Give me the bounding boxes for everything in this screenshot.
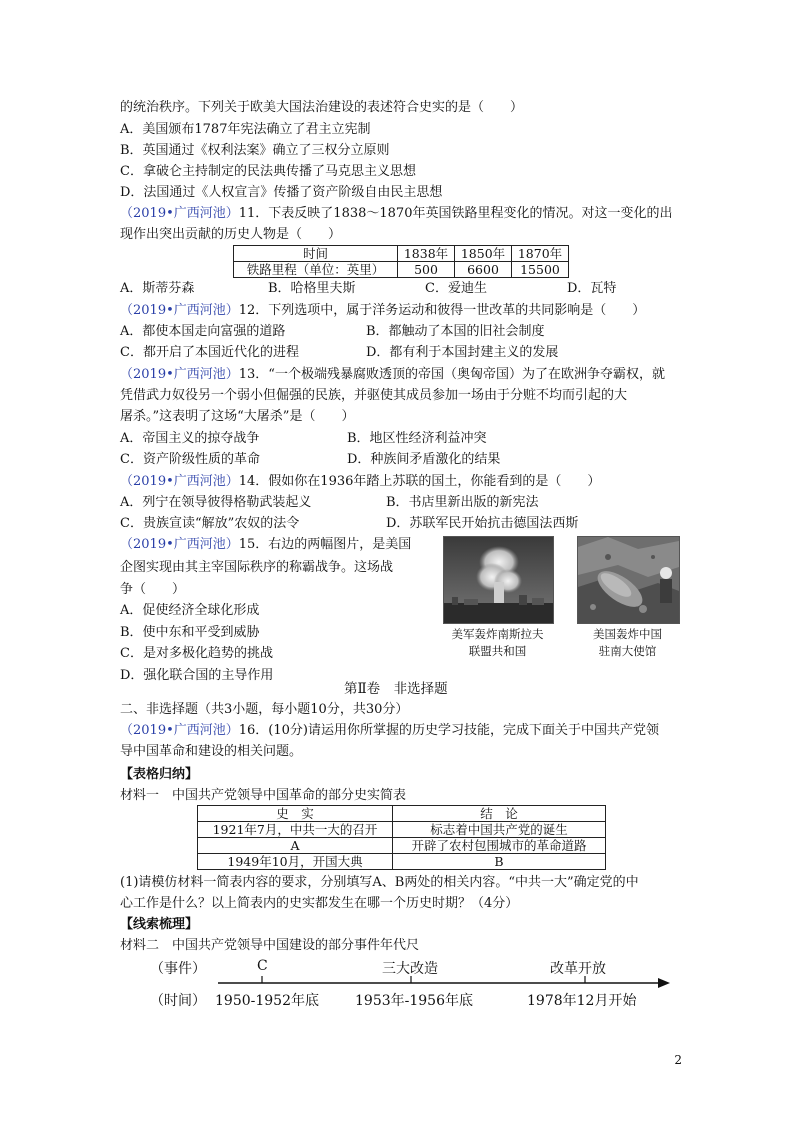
q11-option-d: D．瓦特 (567, 281, 617, 296)
sub-question-1-line2: 心工作是什么？以上简表内的史实都发生在哪一个历史时期？（4分） (120, 896, 519, 911)
q11-source: （2019•广西河池） (120, 206, 239, 221)
sub-question-1-line1: (1)请模仿材料一简表内容的要求，分别填写A、B两处的相关内容。“中共一大”确定党的中 (120, 875, 639, 890)
q14-option-d: D．苏联军民开始抗击德国法西斯 (386, 516, 579, 531)
q13-stem-line3: 屠杀。”这表明了这场“大屠杀”是（ ） (120, 409, 355, 424)
q13-stem-line1: （2019•广西河池）13．“一个极端残暴腐败透顶的帝国（奥匈帝国）为了在欧洲争夺霸权，就 (120, 367, 665, 382)
timeline-time-label: （时间） (150, 993, 206, 1009)
q12-stem: （2019•广西河池）12．下列选项中，属于洋务运动和彼得一世改革的共同影响是（ ） (120, 303, 646, 318)
timeline-time-2: 1953年-1956年底 (355, 993, 473, 1009)
part2-title: 第Ⅱ卷 非选择题 (344, 681, 448, 697)
material-two-caption: 材料二 中国共产党领导中国建设的部分事件年代尺 (120, 938, 420, 953)
q15-stem-line1: （2019•广西河池）15．右边的两幅图片，是美国 (120, 537, 412, 552)
q10-option-b: B．英国通过《权利法案》确立了三权分立原则 (120, 143, 390, 158)
q11-option-b: B．哈格里夫斯 (268, 281, 356, 296)
q13-option-c: C．资产阶级性质的革命 (120, 452, 260, 467)
q14-option-b: B．书店里新出版的新宪法 (386, 495, 539, 510)
photo1-caption: 美军轰炸南斯拉夫 联盟共和国 (451, 627, 544, 658)
q13-option-a: A．帝国主义的掠夺战争 (120, 431, 260, 446)
table-row: 1949年10月，开国大典 B (198, 854, 606, 870)
q12-option-d: D．都有利于本国封建主义的发展 (366, 345, 559, 360)
q15-stem-line2: 企图实现由其主宰国际秩序的称霸战争。这场战 (120, 560, 394, 575)
timeline-time-1: 1950-1952年底 (215, 993, 319, 1009)
q10-stem-tail: 的统治秩序。下列关于欧美大国法治建设的表述符合史实的是（ ） (120, 100, 524, 115)
q16-stem-line1: （2019•广西河池）16．(10分)请运用你所掌握的历史学习技能，完成下面关于中国共产党领 (120, 723, 659, 738)
timeline-event-label: （事件） (150, 961, 206, 977)
q13-option-b: B．地区性经济利益冲突 (347, 431, 487, 446)
section-heading: 二、非选择题（共3小题，每小题10分，共30分） (120, 702, 409, 717)
timeline-event-c: C (257, 958, 268, 974)
q13-option-d: D．种族间矛盾激化的结果 (347, 452, 501, 467)
q15-option-c: C．是对多极化趋势的挑战 (120, 646, 273, 661)
q11-stem-line1: （2019•广西河池）11．下表反映了1838～1870年英国铁路里程变化的情况。对这一变化的出 (120, 206, 673, 221)
photo2-caption: 美国轰炸中国 驻南大使馆 (593, 627, 662, 658)
bombing-yugoslavia-photo (443, 536, 554, 624)
q15-option-a: A．促使经济全球化形成 (120, 603, 260, 618)
q12-option-c: C．都开启了本国近代化的进程 (120, 345, 299, 360)
q10-option-a: A．美国颁布1787年宪法确立了君主立宪制 (120, 122, 371, 137)
timeline-time-3: 1978年12月开始 (527, 993, 637, 1009)
table-row: 史 实 结 论 (198, 806, 606, 822)
timeline-event-three-transformations: 三大改造 (382, 961, 438, 977)
heading-table-summary: 【表格归纳】 (120, 767, 199, 782)
q15-option-b: B．使中东和平受到威胁 (120, 625, 260, 640)
q14-option-c: C．贵族宣读“解放”农奴的法令 (120, 516, 300, 531)
q12-option-a: A．都使本国走向富强的道路 (120, 324, 286, 339)
table-row: 时间 1838年 1850年 1870年 (234, 246, 569, 262)
table-row: 1921年7月，中共一大的召开 标志着中国共产党的诞生 (198, 822, 606, 838)
q15-option-d: D．强化联合国的主导作用 (120, 668, 274, 683)
revolution-facts-table (197, 805, 606, 870)
q12-option-b: B．都触动了本国的旧社会制度 (366, 324, 545, 339)
q14-option-a: A．列宁在领导彼得格勒武装起义 (120, 495, 312, 510)
page-number: 2 (674, 1053, 682, 1067)
q11-option-a: A．斯蒂芬森 (120, 281, 195, 296)
q10-option-d: D．法国通过《人权宣言》传播了资产阶级自由民主思想 (120, 185, 443, 200)
timeline-event-reform-opening: 改革开放 (550, 961, 606, 977)
heading-clue-sorting: 【线索梳理】 (120, 917, 199, 932)
table-row: A 开辟了农村包围城市的革命道路 (198, 838, 606, 854)
q11-option-c: C．爱迪生 (425, 281, 487, 296)
q11-railway-table (233, 245, 569, 278)
q11-stem-line2: 现作出突出贡献的历史人物是（ ） (120, 227, 342, 242)
q14-stem: （2019•广西河池）14．假如你在1936年踏上苏联的国土，你能看到的是（ ） (120, 474, 601, 489)
material-one-caption: 材料一 中国共产党领导中国革命的部分史实简表 (120, 788, 407, 803)
q13-stem-line2: 凭借武力奴役另一个弱小但倔强的民族，并驱使其成员参加一场由于分赃不均而引起的大 (120, 388, 628, 403)
q16-stem-line2: 导中国革命和建设的相关问题。 (120, 744, 303, 759)
q10-option-c: C．拿破仑主持制定的民法典传播了马克思主义思想 (120, 164, 416, 179)
embassy-bombing-photo (577, 536, 680, 624)
q15-stem-line3: 争（ ） (120, 582, 186, 597)
table-row: 铁路里程（单位：英里） 500 6600 15500 (234, 262, 569, 278)
